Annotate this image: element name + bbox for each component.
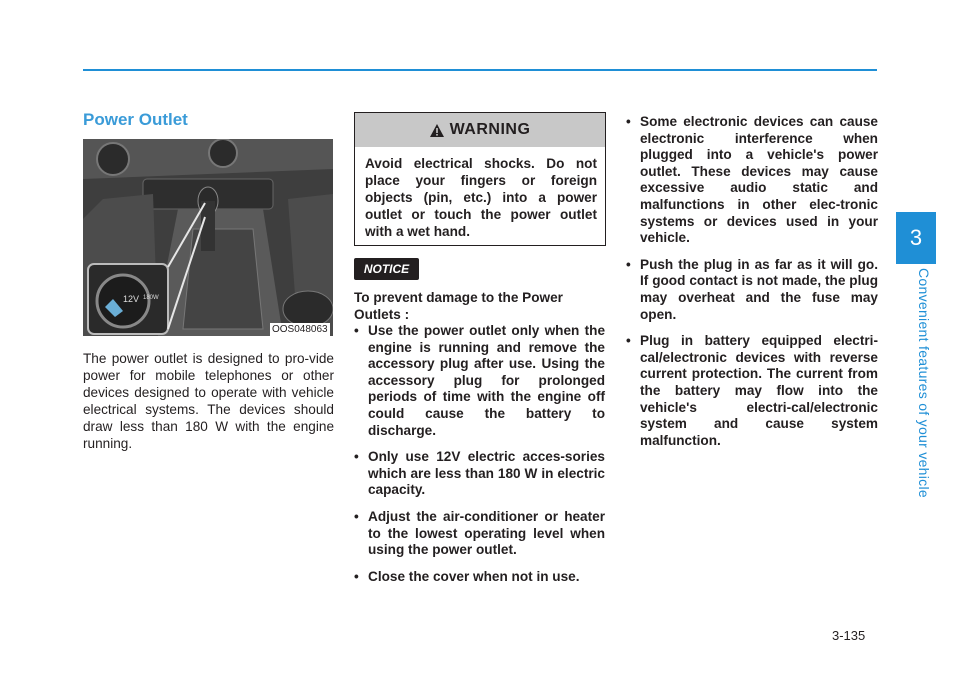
notice-intro: To prevent damage to the Power Outlets : — [354, 290, 563, 322]
list-item: • Plug in battery equipped electri-cal/electronic devices with reverse current protection. The current from the battery may flow into the vehicle's electri-cal/electronic system and cause system malfunction. — [626, 333, 878, 448]
bullet-icon: • — [354, 449, 359, 465]
list-item: • Adjust the air-conditioner or heater to the lowest operating level when using the power outlet. — [354, 508, 605, 558]
chapter-title — [896, 268, 936, 498]
warning-box — [354, 112, 606, 246]
bullet-icon: • — [626, 114, 631, 129]
warning-icon — [430, 124, 444, 137]
warning-header — [355, 113, 605, 147]
right-column-list — [626, 114, 878, 459]
page-number: 3-135 — [832, 628, 866, 643]
outlet-label: 12V — [123, 294, 140, 304]
list-item: • Push the plug in as far as it will go. If good contact is not made, the plug may overheat and the fuse may open. — [626, 256, 878, 322]
section-heading: Power Outlet — [83, 110, 188, 129]
list-item: • Some electronic devices can cause electronic interference when plugged into a vehicle's power outlet. These devices may cause excessive audio static and malfunctions in other elec-tronic systems or devices used in your vehicle. — [626, 114, 878, 246]
list-item: • Only use 12V electric acces-sories which are less than 180 W in electric capacity. — [354, 449, 605, 498]
bullet-icon: • — [354, 508, 359, 524]
console-illustration — [83, 139, 333, 336]
power-outlet-figure — [83, 139, 333, 336]
notice-badge: NOTICE — [354, 258, 419, 280]
power-outlet-description: The power outlet is designed to pro-vide power for mobile telephones or other devices designed to operate with vehicle electrical systems. The devices should draw less than 180 W with the engine running. — [83, 351, 334, 451]
bullet-icon: • — [626, 256, 631, 272]
warning-title: WARNING — [449, 121, 531, 138]
bullet-icon: • — [354, 568, 359, 584]
chapter-tab: 3 — [896, 212, 936, 264]
bullet-icon: • — [354, 323, 359, 338]
list-item: • Close the cover when not in use. — [354, 568, 580, 584]
list-item: • Use the power outlet only when the engine is running and remove the accessory plug after use. Using the accessory plug for prolonged periods of time with the engine off could cause the battery to discharge. — [354, 323, 605, 438]
figure-caption: OOS048063 — [272, 324, 328, 335]
top-rule — [83, 69, 877, 71]
outlet-rating: 180W — [143, 295, 159, 301]
notice-list — [354, 323, 605, 595]
warning-text: Avoid electrical shocks. Do not place your fingers or foreign objects (pin, etc.) into a power outlet or touch the power outlet with a wet hand. — [365, 156, 597, 239]
bullet-icon: • — [626, 333, 631, 349]
chapter-title-text: Convenient features of your vehicle — [916, 268, 932, 498]
